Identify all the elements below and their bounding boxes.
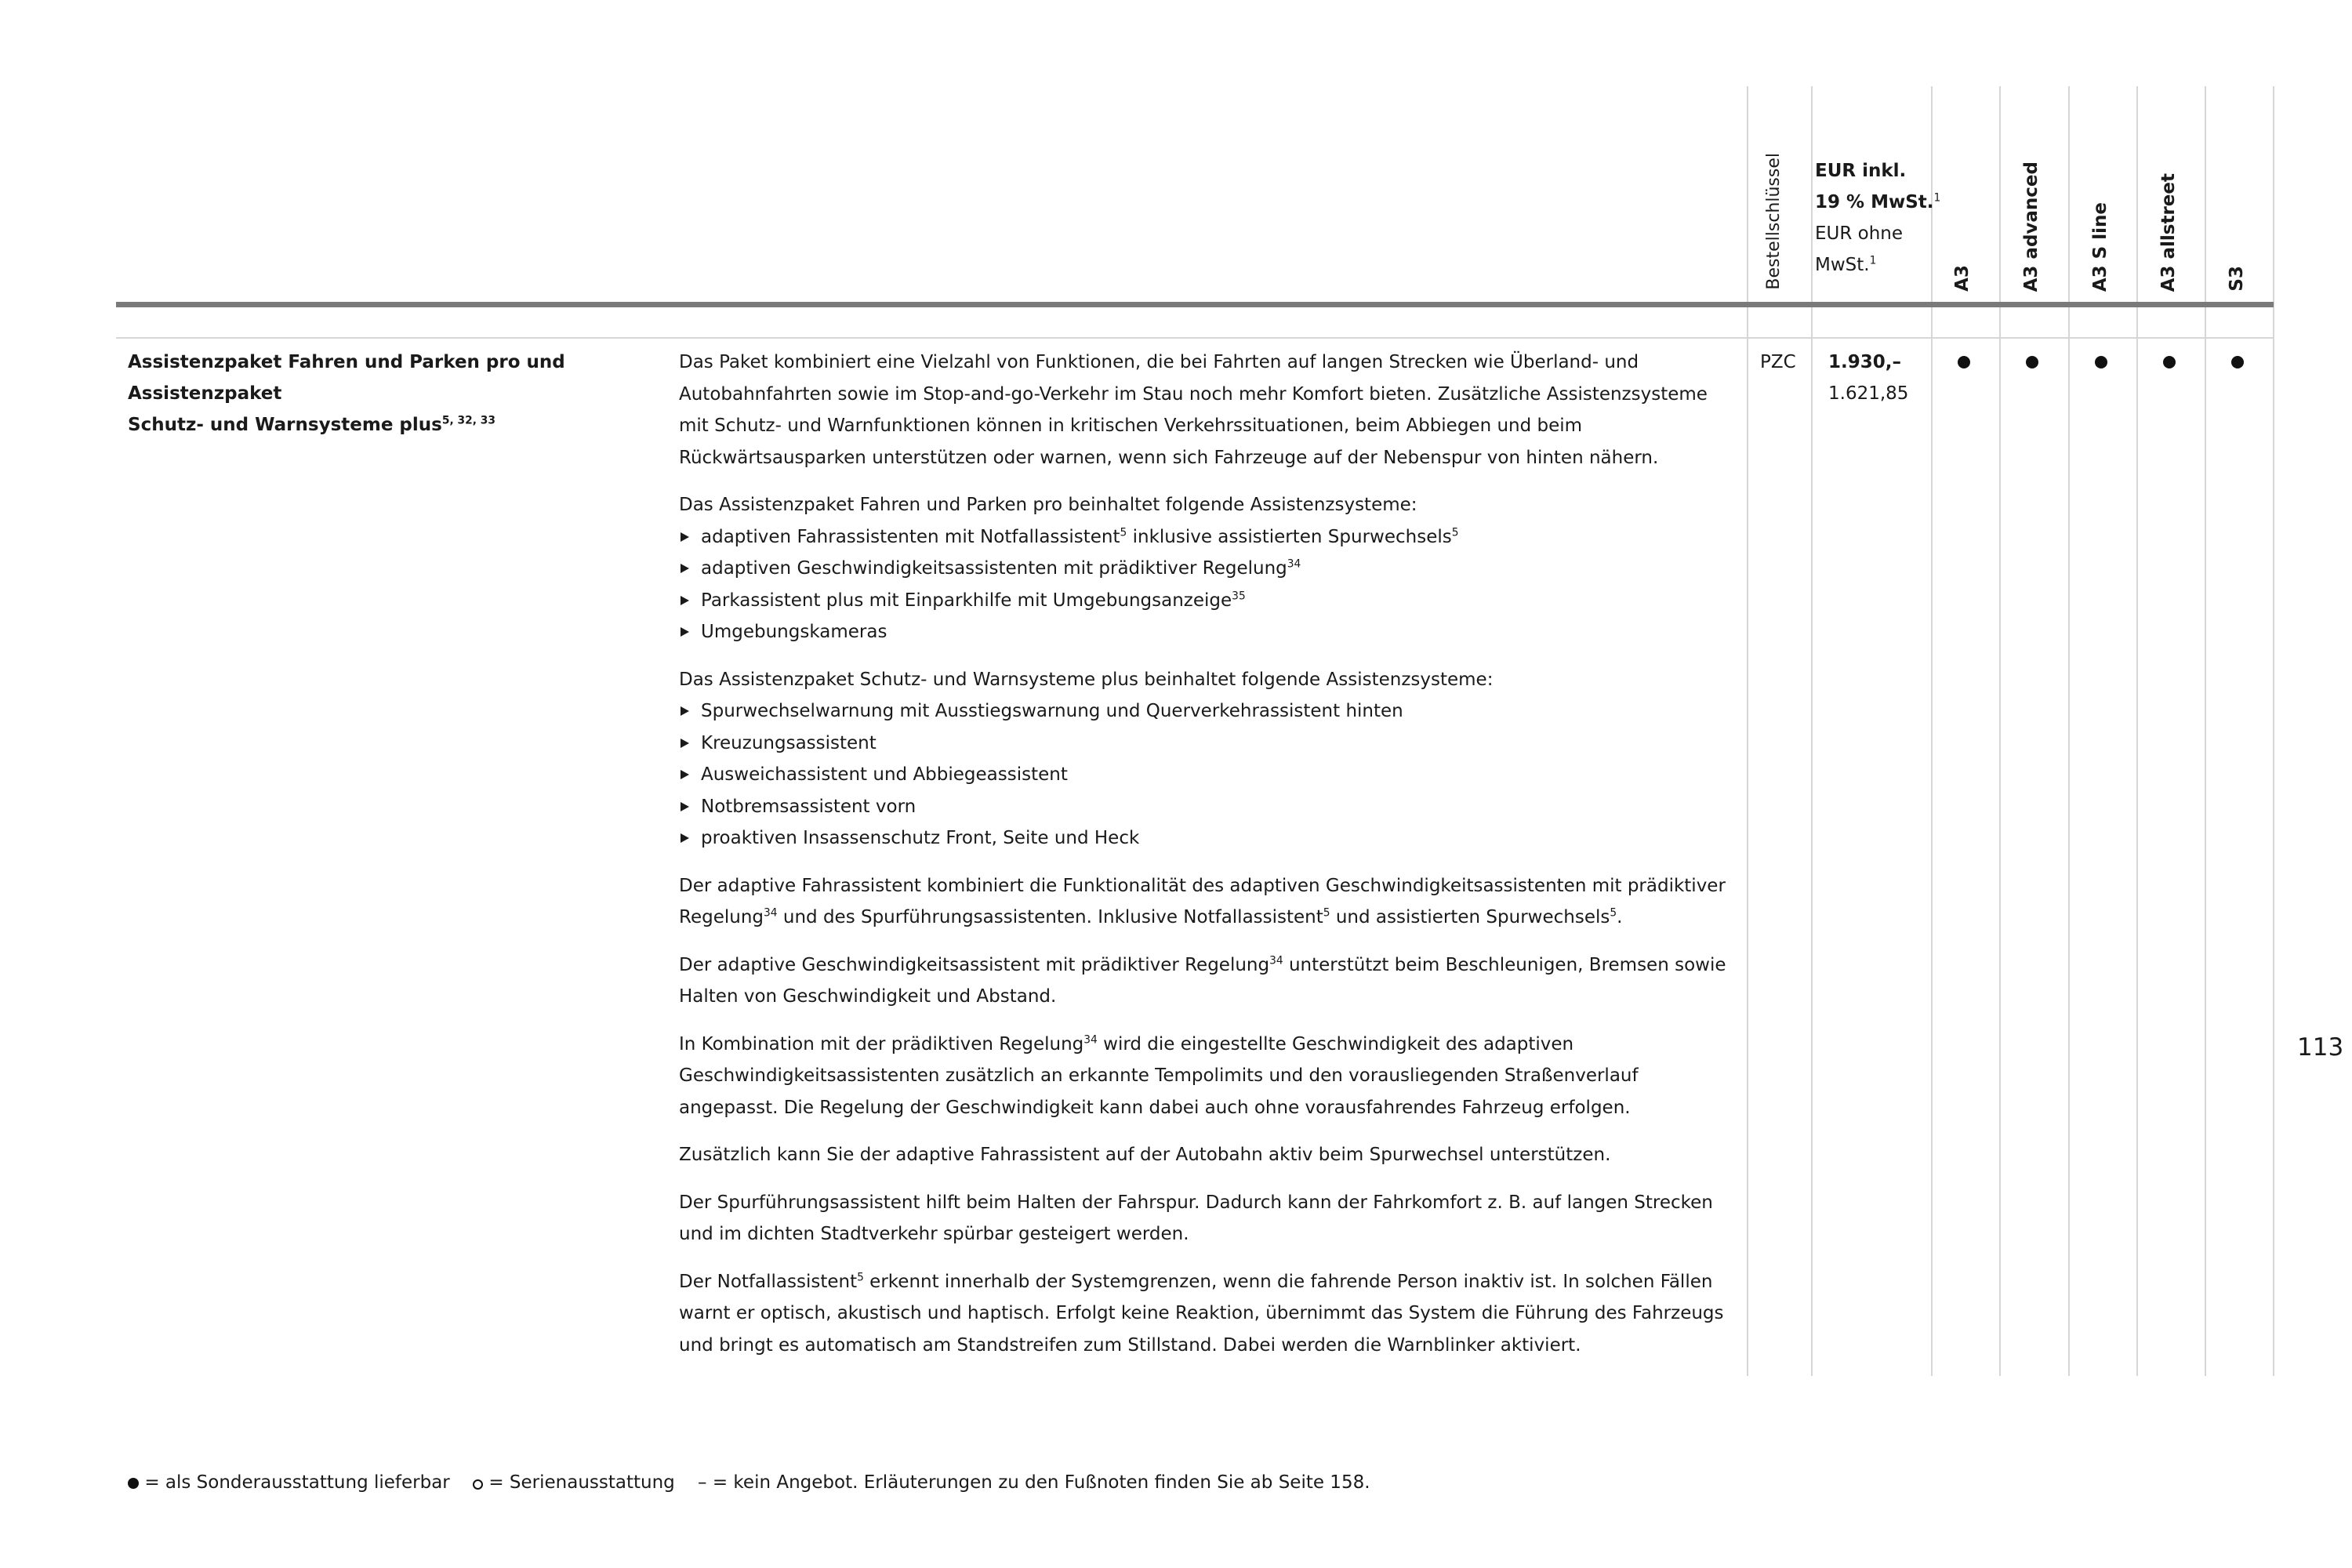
row-title-line1: Assistenzpaket Fahren und Parken pro und Assistenzpaket [128, 352, 565, 404]
header-model-a3-advanced: A3 advanced [2021, 161, 2042, 292]
description-paragraph: Das Paket kombiniert eine Vielzahl von Funktionen, die bei Fahrten auf langen Strecken wie Überland- und Autobahnfahrten sowie im Stop-and-go-Verkehr im Stau noch mehr Komfort bieten. Zusätzliche Assistenzsysteme mit Schutz- und Warnfunktionen können in kritischen Verkehrssituationen, beim Abbiegen und beim Rückwärtsausparken unterstützen oder warnen, wenn sich Fahrzeuge auf der Nebenspur von hinten nähern. [679, 352, 1708, 468]
footnote-ref: 35 [1232, 589, 1246, 602]
footnote-ref: 5 [1120, 525, 1127, 539]
header-model-s3-cell [2227, 141, 2247, 292]
row-price-incl: 1.930,– [1828, 352, 1901, 372]
list-item [679, 521, 1741, 554]
header-model-a3-s-line-cell [2090, 141, 2111, 292]
header-model-a3-allstreet: A3 allstreet [2158, 172, 2179, 292]
header-order-key-cell [1764, 141, 1784, 290]
column-divider [2068, 86, 2070, 1376]
column-divider [2136, 86, 2138, 1376]
column-divider [1999, 86, 2001, 1376]
description-paragraph: Der adaptive Geschwindigkeitsassistent mit prädiktiver Regelung$^{34}$ unterstützt beim Beschleunigen, Bremsen sowie Halten von Geschwindigkeit und Abstand. [679, 953, 1726, 1007]
description-intro-fahren-parken: Das Assistenzpaket Fahren und Parken pro beinhaltet folgende Assistenzsysteme: [679, 495, 1417, 515]
header-price-incl-line2: 19 % MwSt. [1815, 192, 1934, 212]
bullet-triangle-icon [681, 770, 689, 779]
availability-dot-a3-s-line [2095, 356, 2107, 368]
footnote-ref: 5 [1610, 906, 1617, 920]
bullet-triangle-icon [681, 739, 689, 748]
description-list-schutz-warn [679, 695, 1741, 855]
row-title-footnotes: 5, 32, 33 [441, 414, 495, 427]
column-divider [2205, 86, 2206, 1376]
bullet-triangle-icon [681, 706, 689, 716]
row-title [128, 347, 661, 441]
list-item-text: Umgebungskameras [701, 622, 887, 642]
page-number: 113 [2297, 1033, 2344, 1062]
description-paragraph: Der Notfallassistent$^5$ erkennt innerhalb der Systemgrenzen, wenn die fahrende Person inaktiv ist. In solchen Fällen warnt er optisch, akustisch und haptisch. Erfolgt keine Reaktion, übernimmt das System die Führung des Fahrzeugs und bringt es automatisch am Standstreifen zum Stillstand. Dabei werden die Warnblinker aktiviert. [679, 1270, 1724, 1356]
header-model-s3: S3 [2227, 266, 2247, 292]
availability-dot-a3-allstreet [2163, 356, 2176, 368]
footnote-ref: 5 [857, 1270, 864, 1283]
row-description [679, 347, 1741, 1377]
availability-dot-s3 [2231, 356, 2244, 368]
footnote-ref: 34 [1083, 1033, 1098, 1046]
legend-optional: = als Sonderausstattung lieferbar [144, 1472, 450, 1493]
header-price-incl-sup: 1 [1933, 191, 1941, 205]
header-price-incl-line1: EUR inkl. [1815, 161, 1907, 181]
legend-none: – = kein Angebot. Erläuterungen zu den Fußnoten finden Sie ab Seite 158. [698, 1472, 1370, 1493]
list-item-text: proaktiven Insassenschutz Front, Seite und Heck [701, 828, 1140, 848]
header-price-excl-line2: MwSt. [1815, 255, 1870, 275]
footer-legend [128, 1471, 1370, 1494]
optional-equipment-dot-icon [128, 1478, 139, 1489]
description-paragraph: Der Spurführungsassistent hilft beim Halten der Fahrspur. Dadurch kann der Fahrkomfort z. B. auf langen Strecken und im dichten Stadtverkehr spürbar gesteigert werden. [679, 1192, 1713, 1244]
availability-dot-a3-advanced [2026, 356, 2038, 368]
description-paragraph: In Kombination mit der prädiktiven Regelung$^{34}$ wird die eingestellte Geschwindigkeit des adaptiven Geschwindigkeitsassistenten zusätzlich an erkannte Tempolimits und den vorausliegenden Straßenverlauf angepasst. Die Regelung der Geschwindigkeit kann dabei auch ohne vorausfahrendes Fahrzeug erfolgen. [679, 1033, 1639, 1118]
description-paragraph: Zusätzlich kann Sie der adaptive Fahrassistent auf der Autobahn aktiv beim Spurwechsel unterstützen. [679, 1145, 1611, 1165]
list-item-text: inklusive assistierten Spurwechsels [1127, 526, 1452, 547]
bullet-triangle-icon [681, 802, 689, 811]
description-paragraph: Der adaptive Fahrassistent kombiniert die Funktionalität des adaptiven Geschwindigkeitsassistenten mit prädiktiver Regelung$^{34}$ und des Spurführungsassistenten. Inklusive Notfallassistent$^5$ und assistierten Spurwechsels$^5$. [679, 875, 1726, 927]
bullet-triangle-icon [681, 833, 689, 843]
list-item [679, 728, 1741, 760]
footnote-ref: 34 [1269, 953, 1283, 967]
bullet-triangle-icon [681, 532, 689, 542]
list-item [679, 585, 1741, 617]
list-item [679, 759, 1741, 791]
header-price [1815, 155, 1940, 281]
list-item-text: Notbremsassistent vorn [701, 796, 916, 817]
list-item [679, 822, 1741, 855]
list-item [679, 616, 1741, 648]
list-item-text: adaptiven Geschwindigkeitsassistenten mit prädiktiver Regelung [701, 558, 1287, 579]
bullet-triangle-icon [681, 596, 689, 605]
column-divider [1747, 86, 1748, 1376]
list-item-text: Ausweichassistent und Abbiegeassistent [701, 764, 1068, 785]
row-rule [116, 337, 2274, 339]
footnote-ref: 5 [1451, 525, 1459, 539]
availability-dot-a3 [1958, 356, 1970, 368]
list-item [679, 553, 1741, 585]
bullet-triangle-icon [681, 564, 689, 573]
list-item [679, 695, 1741, 728]
list-item-text: Spurwechselwarnung mit Ausstiegswarnung und Querverkehrassistent hinten [701, 701, 1403, 721]
header-model-a3-advanced-cell [2021, 141, 2042, 292]
header-order-key: Bestellschlüssel [1764, 153, 1784, 290]
header-rule [116, 302, 2274, 307]
column-divider [2273, 86, 2274, 1376]
list-item [679, 791, 1741, 823]
list-item-text: Parkassistent plus mit Einparkhilfe mit Umgebungsanzeige [701, 590, 1232, 611]
row-price-excl: 1.621,85 [1828, 383, 1909, 404]
header-price-excl-line1: EUR ohne [1815, 223, 1904, 244]
column-divider [1811, 86, 1813, 1376]
description-list-fahren-parken [679, 521, 1741, 648]
header-price-excl-sup: 1 [1869, 254, 1877, 267]
row-title-line2: Schutz- und Warnsysteme plus [128, 415, 442, 435]
standard-equipment-circle-icon [473, 1479, 483, 1490]
list-item-text: adaptiven Fahrassistenten mit Notfallassistent [701, 526, 1120, 547]
description-intro-schutz-warn: Das Assistenzpaket Schutz- und Warnsysteme plus beinhaltet folgende Assistenzsysteme: [679, 669, 1494, 690]
legend-standard: = Serienausstattung [488, 1472, 675, 1493]
header-model-a3-cell [1952, 141, 1973, 292]
header-model-a3-allstreet-cell [2158, 141, 2179, 292]
row-price [1828, 347, 1908, 409]
bullet-triangle-icon [681, 627, 689, 637]
row-code: PZC [1760, 352, 1796, 372]
header-model-a3-s-line: A3 S line [2090, 201, 2111, 292]
list-item-text: Kreuzungsassistent [701, 732, 877, 753]
header-model-a3: A3 [1952, 265, 1973, 292]
footnote-ref: 34 [764, 906, 778, 920]
footnote-ref: 5 [1323, 906, 1330, 920]
footnote-ref: 34 [1287, 557, 1301, 571]
